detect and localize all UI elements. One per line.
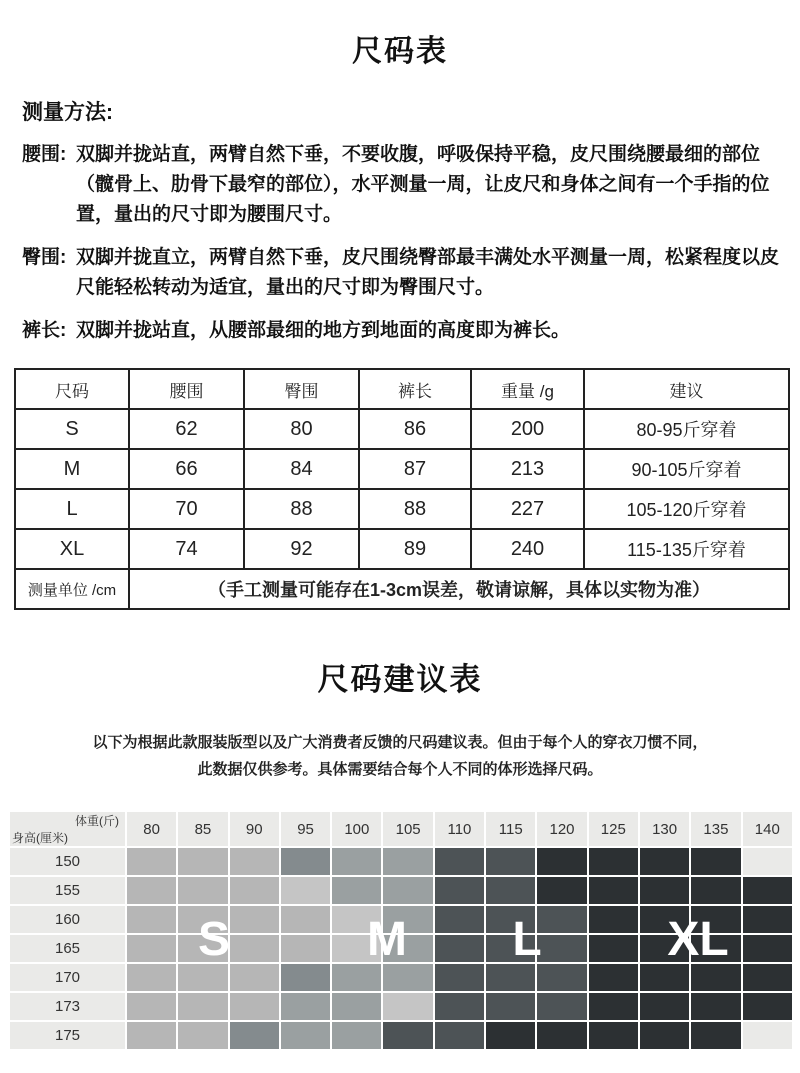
grid-cell-shade-F bbox=[486, 877, 535, 904]
grid-cell-shade-F bbox=[435, 935, 484, 962]
grid-cell-shade-G bbox=[691, 848, 740, 875]
grid-cell-shade-F bbox=[435, 877, 484, 904]
grid-weight-header: 95 bbox=[281, 812, 330, 846]
size-table-value-cell: 213 bbox=[471, 449, 584, 489]
grid-weight-header: 110 bbox=[435, 812, 484, 846]
measurement-item-label: 腰围: bbox=[22, 144, 67, 165]
zone-letter-S: S bbox=[197, 913, 231, 966]
size-table-header-cell: 建议 bbox=[584, 369, 789, 409]
grid-header-row bbox=[10, 812, 792, 846]
grid-cell-shade-G bbox=[589, 877, 638, 904]
grid-cell-shade-A bbox=[127, 964, 176, 991]
size-table-size-cell: S bbox=[15, 409, 129, 449]
grid-cell-shade-G bbox=[640, 1022, 689, 1049]
zone-letter-XL: XL bbox=[667, 913, 729, 966]
grid-cell-shade-A bbox=[281, 906, 330, 933]
size-table-header-cell: 腰围 bbox=[129, 369, 244, 409]
grid-weight-header: 105 bbox=[383, 812, 432, 846]
grid-cell-shade-C bbox=[281, 1022, 330, 1049]
grid-weight-header: 135 bbox=[691, 812, 740, 846]
grid-cell-shade-A bbox=[230, 993, 279, 1020]
grid-row-155 bbox=[10, 877, 792, 904]
size-table-value-cell: 86 bbox=[359, 409, 471, 449]
grid-height-label: 165 bbox=[10, 935, 125, 962]
size-table-value-cell: 105-120斤穿着 bbox=[584, 489, 789, 529]
size-table-row-XL bbox=[15, 529, 789, 569]
grid-corner-cell bbox=[10, 812, 125, 846]
grid-cell-shade-A bbox=[178, 848, 227, 875]
grid-height-label: 175 bbox=[10, 1022, 125, 1049]
grid-cell-shade-A bbox=[127, 1022, 176, 1049]
grid-cell-shade-G bbox=[589, 1022, 638, 1049]
size-table-value-cell: 227 bbox=[471, 489, 584, 529]
measurement-item-0 bbox=[22, 140, 786, 230]
grid-cell-shade-E bbox=[743, 1022, 792, 1049]
size-table bbox=[14, 368, 790, 610]
measurement-item-label: 臀围: bbox=[22, 247, 67, 268]
grid-cell-shade-G bbox=[589, 906, 638, 933]
grid-cell-shade-A bbox=[230, 877, 279, 904]
size-table-row-M bbox=[15, 449, 789, 489]
grid-cell-shade-G bbox=[640, 877, 689, 904]
grid-weight-header: 100 bbox=[332, 812, 381, 846]
size-table-value-cell: 80-95斤穿着 bbox=[584, 409, 789, 449]
size-table-value-cell: 88 bbox=[244, 489, 359, 529]
grid-cell-shade-G bbox=[589, 993, 638, 1020]
grid-cell-shade-D bbox=[230, 1022, 279, 1049]
grid-cell-shade-C bbox=[332, 993, 381, 1020]
recommendation-desc-line1: 以下为根据此款服装版型以及广大消费者反馈的尺码建议表。但由于每个人的穿衣刀惯不同， bbox=[92, 734, 708, 751]
size-table-value-cell: 90-105斤穿着 bbox=[584, 449, 789, 489]
grid-cell-shade-G bbox=[743, 964, 792, 991]
grid-cell-shade-G bbox=[743, 906, 792, 933]
page-title: 尺码表 bbox=[352, 35, 448, 68]
grid-cell-shade-F bbox=[537, 964, 586, 991]
grid-cell-shade-G bbox=[537, 1022, 586, 1049]
measurement-item-text: 双脚并拢站直，两臂自然下垂，不要收腹，呼吸保持平稳，皮尺围绕腰最细的部位（髋骨上、肋骨下最窄的部位），水平测量一周，让皮尺和身体之间有一个手指的位置，量出的尺寸即为腰围尺寸。 bbox=[76, 144, 770, 225]
grid-cell-shade-F bbox=[383, 1022, 432, 1049]
size-table-size-cell: XL bbox=[15, 529, 129, 569]
measurement-item-1 bbox=[22, 243, 786, 303]
grid-cell-shade-F bbox=[537, 993, 586, 1020]
size-table-value-cell: 240 bbox=[471, 529, 584, 569]
grid-weight-header: 85 bbox=[178, 812, 227, 846]
size-table-row-L bbox=[15, 489, 789, 529]
grid-cell-shade-G bbox=[589, 935, 638, 962]
size-table-header-cell: 臀围 bbox=[244, 369, 359, 409]
grid-cell-shade-C bbox=[383, 877, 432, 904]
size-chart-page bbox=[0, 26, 800, 1051]
measurement-items bbox=[0, 140, 800, 346]
weight-axis-label: 体重(斤) bbox=[75, 814, 119, 828]
grid-cell-shade-A bbox=[230, 906, 279, 933]
grid-weight-header: 90 bbox=[230, 812, 279, 846]
grid-cell-shade-G bbox=[589, 964, 638, 991]
grid-cell-shade-A bbox=[281, 935, 330, 962]
grid-cell-shade-A bbox=[178, 1022, 227, 1049]
size-table-header-cell: 重量 /g bbox=[471, 369, 584, 409]
grid-cell-shade-A bbox=[230, 964, 279, 991]
grid-cell-shade-C bbox=[332, 1022, 381, 1049]
grid-cell-shade-G bbox=[691, 993, 740, 1020]
grid-cell-shade-F bbox=[537, 906, 586, 933]
size-table-size-cell: L bbox=[15, 489, 129, 529]
grid-cell-shade-C bbox=[332, 848, 381, 875]
recommendation-desc-line2: 此数据仅供参考。具体需要结合每个人不同的体形选择尺码。 bbox=[197, 761, 603, 778]
grid-cell-shade-G bbox=[691, 877, 740, 904]
zone-letter-M: M bbox=[367, 913, 407, 966]
size-table-footer-note: （手工测量可能存在1-3cm误差，敬请谅解，具体以实物为准） bbox=[129, 569, 789, 609]
size-table-size-cell: M bbox=[15, 449, 129, 489]
grid-cell-shade-G bbox=[537, 877, 586, 904]
grid-cell-shade-C bbox=[332, 877, 381, 904]
grid-cell-shade-F bbox=[435, 993, 484, 1020]
grid-cell-shade-B bbox=[383, 993, 432, 1020]
grid-cell-shade-C bbox=[281, 993, 330, 1020]
measurement-item-text: 双脚并拢直立，两臂自然下垂，皮尺围绕臀部最丰满处水平测量一周，松紧程度以皮尺能轻松转动为适宜，量出的尺寸即为臀围尺寸。 bbox=[76, 247, 780, 298]
size-table-header-row bbox=[15, 369, 789, 409]
grid-height-label: 173 bbox=[10, 993, 125, 1020]
grid-row-150 bbox=[10, 848, 792, 875]
grid-cell-shade-F bbox=[435, 848, 484, 875]
grid-cell-shade-A bbox=[178, 993, 227, 1020]
grid-cell-shade-A bbox=[127, 993, 176, 1020]
grid-cell-shade-G bbox=[640, 993, 689, 1020]
grid-cell-shade-A bbox=[127, 848, 176, 875]
grid-cell-shade-A bbox=[127, 935, 176, 962]
measurement-item-text: 双脚并拢站直，从腰部最细的地方到地面的高度即为裤长。 bbox=[76, 320, 571, 341]
grid-cell-shade-C bbox=[383, 848, 432, 875]
grid-cell-shade-F bbox=[435, 906, 484, 933]
grid-cell-shade-E bbox=[743, 848, 792, 875]
grid-weight-header: 115 bbox=[486, 812, 535, 846]
size-table-value-cell: 62 bbox=[129, 409, 244, 449]
grid-cell-shade-F bbox=[435, 1022, 484, 1049]
size-table-header-cell: 裤长 bbox=[359, 369, 471, 409]
recommendation-title: 尺码建议表 bbox=[317, 662, 483, 697]
grid-weight-header: 140 bbox=[743, 812, 792, 846]
grid-height-label: 150 bbox=[10, 848, 125, 875]
size-table-value-cell: 88 bbox=[359, 489, 471, 529]
grid-cell-shade-G bbox=[743, 877, 792, 904]
grid-cell-shade-D bbox=[281, 848, 330, 875]
grid-cell-shade-D bbox=[281, 964, 330, 991]
size-table-row-S bbox=[15, 409, 789, 449]
grid-cell-shade-F bbox=[537, 935, 586, 962]
grid-cell-shade-G bbox=[691, 1022, 740, 1049]
grid-cell-shade-G bbox=[537, 848, 586, 875]
measurement-item-2 bbox=[22, 316, 786, 346]
size-table-value-cell: 87 bbox=[359, 449, 471, 489]
grid-cell-shade-A bbox=[230, 848, 279, 875]
size-table-value-cell: 84 bbox=[244, 449, 359, 489]
size-table-value-cell: 92 bbox=[244, 529, 359, 569]
size-table-value-cell: 115-135斤穿着 bbox=[584, 529, 789, 569]
size-table-footer-row bbox=[15, 569, 789, 609]
grid-cell-shade-G bbox=[589, 848, 638, 875]
grid-weight-header: 80 bbox=[127, 812, 176, 846]
size-table-header-cell: 尺码 bbox=[15, 369, 129, 409]
grid-cell-shade-B bbox=[281, 877, 330, 904]
grid-height-label: 160 bbox=[10, 906, 125, 933]
grid-cell-shade-F bbox=[486, 993, 535, 1020]
grid-cell-shade-A bbox=[127, 877, 176, 904]
height-axis-label: 身高(厘米) bbox=[12, 831, 68, 845]
grid-cell-shade-A bbox=[230, 935, 279, 962]
grid-cell-shade-A bbox=[178, 877, 227, 904]
size-table-value-cell: 66 bbox=[129, 449, 244, 489]
grid-weight-header: 120 bbox=[537, 812, 586, 846]
grid-cell-shade-G bbox=[743, 935, 792, 962]
grid-weight-header: 130 bbox=[640, 812, 689, 846]
size-table-value-cell: 74 bbox=[129, 529, 244, 569]
grid-height-label: 170 bbox=[10, 964, 125, 991]
grid-cell-shade-G bbox=[486, 1022, 535, 1049]
grid-row-175 bbox=[10, 1022, 792, 1049]
size-recommendation-grid bbox=[8, 810, 794, 1051]
size-table-footer-label: 测量单位 /cm bbox=[15, 569, 129, 609]
size-table-value-cell: 80 bbox=[244, 409, 359, 449]
size-table-value-cell: 89 bbox=[359, 529, 471, 569]
grid-cell-shade-G bbox=[743, 993, 792, 1020]
size-table-value-cell: 70 bbox=[129, 489, 244, 529]
grid-cell-shade-F bbox=[486, 848, 535, 875]
grid-row-173 bbox=[10, 993, 792, 1020]
size-table-value-cell: 200 bbox=[471, 409, 584, 449]
grid-height-label: 155 bbox=[10, 877, 125, 904]
grid-cell-shade-A bbox=[127, 906, 176, 933]
grid-weight-header: 125 bbox=[589, 812, 638, 846]
grid-cell-shade-G bbox=[640, 848, 689, 875]
zone-letter-L: L bbox=[512, 913, 542, 966]
grid-cell-shade-F bbox=[435, 964, 484, 991]
measurement-item-label: 裤长: bbox=[22, 320, 67, 341]
measurement-methods-heading: 测量方法: bbox=[22, 101, 113, 124]
